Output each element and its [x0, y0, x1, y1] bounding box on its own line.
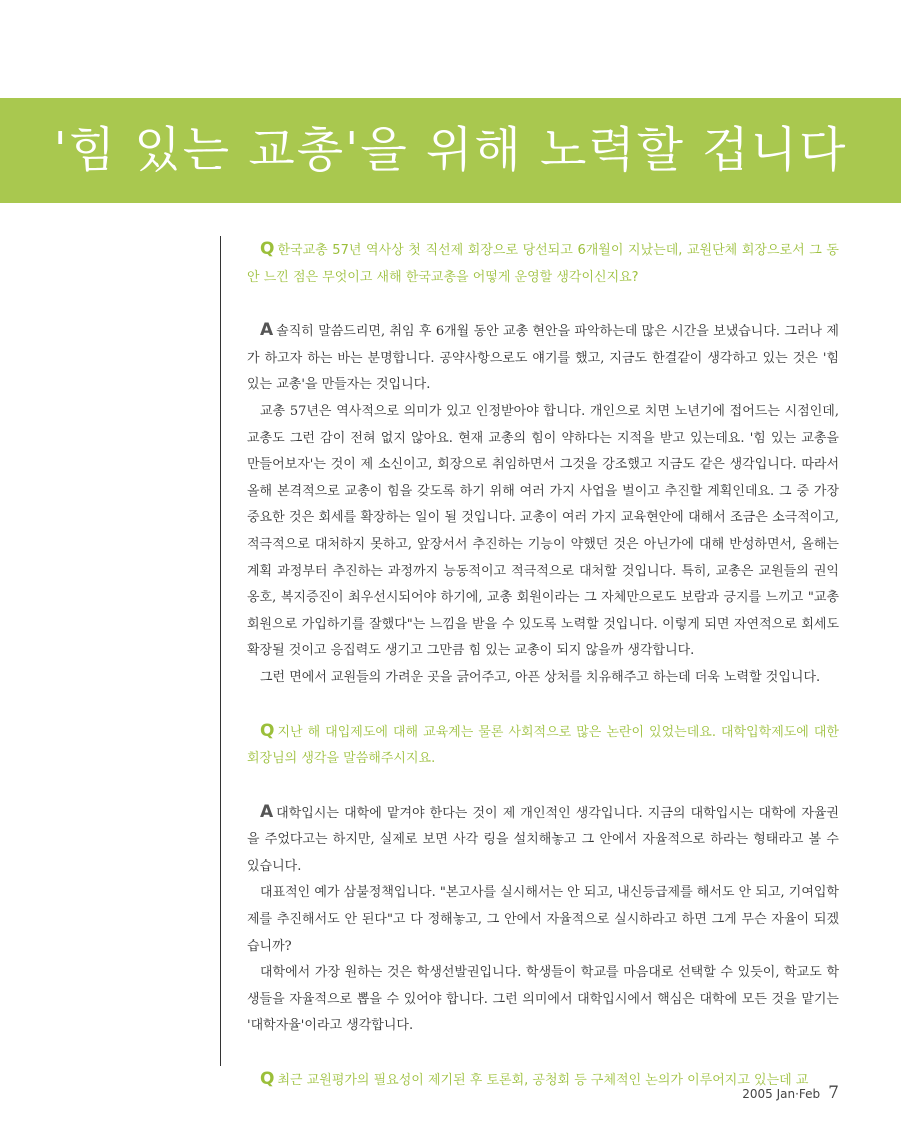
answer-1: [247, 317, 839, 691]
answer-paragraph: 교총 57년은 역사적으로 의미가 있고 인정받아야 합니다. 개인으로 치면 노년기에 접어드는 시점인데, 교총도 그런 감이 전혀 없지 않아요. 현재 교총의 힘이 약하다는 지적을 받고 있는데요. '힘 있는 교총을 만들어보자'는 것이 제 소신이고, 회장으로 취임하면서 그것을 강조했고 지금도 같은 생각입니다. 따라서 올해 본격적으로 교총이 힘을 갖도록 하기 위해 여러 가지 사업을 벌이고 추진할 계획인데요. 그 중 가장 중요한 것은 회세를 확장하는 일이 될 것입니다. 교총이 여러 가지 교육현안에 대해서 조금은 소극적이고, 적극적으로 대처하지 못하고, 앞장서서 추진하는 기능이 약했던 것은 아닌가에 대해 반성하면서, 올해는 계획 과정부터 추진하는 과정까지 능동적이고 적극적으로 대처할 것입니다. 특히, 교총은 교원들의 권익옹호, 복지증진이 최우선시되어야 하기에, 교총 회원이라는 그 자체만으로도 보람과 긍지를 느끼고 "교총 회원으로 가입하기를 잘했다"는 느낌을 받을 수 있도록 노력할 것입니다. 이렇게 되면 자연적으로 회세도 확장될 것이고 응집력도 생기고 그만큼 힘 있는 교총이 되지 않을까 생각합니다.: [247, 403, 839, 659]
issue-label: 2005 Jan·Feb: [742, 1087, 821, 1101]
answer-paragraph: A 대학입시는 대학에 맡겨야 한다는 것이 제 개인적인 생각입니다. 지금의 대학입시는 대학에 자율권을 주었다고는 하지만, 실제로 보면 사각 링을 설치해놓고 그 안에서 자율적으로 하라는 형태라고 볼 수 있습니다.: [247, 801, 839, 874]
column-rule: [220, 236, 221, 1066]
answer-paragraph: 그런 면에서 교원들의 가려운 곳을 긁어주고, 아픈 상처를 치유해주고 하는데 더욱 노력할 것입니다.: [260, 669, 821, 685]
question-mark: Q: [260, 720, 275, 741]
question-mark: Q: [260, 1069, 275, 1090]
page-footer: [742, 1083, 839, 1103]
answer-mark: A: [260, 801, 274, 822]
page-title: '힘 있는 교총'을 위해 노력할 겁니다: [53, 122, 848, 178]
question-text: 최근 교원평가의 필요성이 제기된 후 토론회, 공청회 등 구체적인 논의가 이루어지고 있는데 교: [277, 1073, 809, 1089]
question-text: 지난 해 대입제도에 대해 교육계는 물론 사회적으로 많은 논란이 있었는데요. 대학입학제도에 대한 회장님의 생각을 말씀해주시지요.: [247, 724, 839, 767]
answer-paragraph: 대학에서 가장 원하는 것은 학생선발권입니다. 학생들이 학교를 마음대로 선택할 수 있듯이, 학교도 학생들을 자율적으로 뽑을 수 있어야 합니다. 그런 의미에서 대학입시에서 핵심은 대학에 모든 것을 맡기는 '대학자율'이라고 생각합니다.: [247, 965, 839, 1034]
answer-paragraph: 대표적인 예가 삼불정책입니다. "본고사를 실시해서는 안 되고, 내신등급제를 해서도 안 되고, 기여입학제를 추진해서도 안 된다"고 다 정해놓고, 그 안에서 자율적으로 실시하라고 하면 그게 무슨 자율이 되겠습니까?: [247, 885, 839, 954]
question-mark: Q: [260, 239, 275, 259]
question-1: [247, 236, 839, 291]
title-banner: [0, 98, 901, 203]
interview-article: [247, 236, 839, 1121]
answer-2: [247, 799, 839, 1040]
question-2: [247, 718, 839, 773]
question-text: 한국교총 57년 역사상 첫 직선제 회장으로 당선되고 6개월이 지났는데, 교원단체 회장으로서 그 동안 느낀 점은 무엇이고 새해 한국교총을 어떻게 운영할 생각이신지요?: [247, 243, 839, 285]
page-number: 7: [828, 1083, 839, 1103]
answer-mark: A: [260, 320, 274, 341]
answer-paragraph: A 솔직히 말씀드리면, 취임 후 6개월 동안 교총 현안을 파악하는데 많은 시간을 보냈습니다. 그러나 제가 하고자 하는 바는 분명합니다. 공약사항으로도 얘기를 했고, 지금도 한결같이 생각하고 있는 것은 '힘 있는 교총'을 만들자는 것입니다.: [247, 320, 839, 393]
